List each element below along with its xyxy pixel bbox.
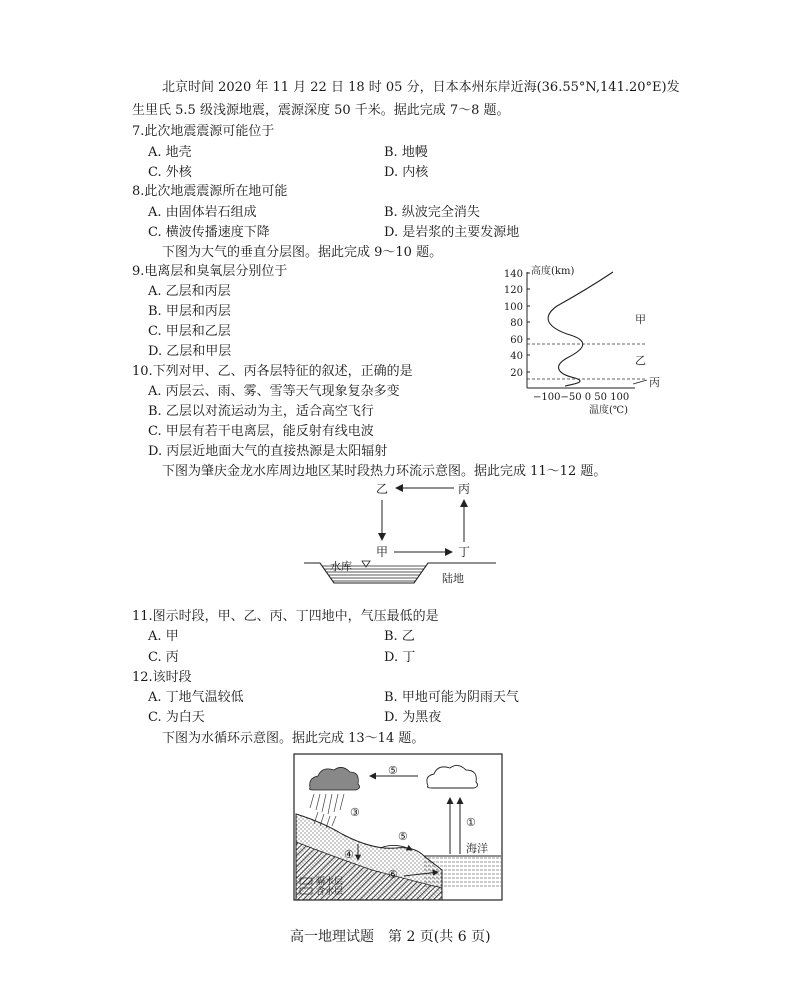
x-tick-labels: −100−50 0 50 100 <box>533 392 630 403</box>
y-tick-120: 120 <box>503 285 523 296</box>
q9-stem: 9.电离层和臭氧层分别位于 <box>132 264 288 279</box>
q8-option-d: D. 是岩浆的主要发源地 <box>384 225 520 240</box>
q11-option-d: D. 丁 <box>384 650 416 665</box>
q12-option-c: C. 为白天 <box>148 710 205 725</box>
intro-line-1: 北京时间 2020 年 11 月 22 日 18 时 05 分，日本本州东岸近海(36.55°N,141.20°E)发 <box>162 80 680 95</box>
temperature-curve <box>548 272 613 386</box>
label-6: ⑥ <box>388 868 398 881</box>
q7-stem: 7.此次地震震源可能位于 <box>132 124 275 139</box>
q12-option-d: D. 为黑夜 <box>384 710 442 725</box>
q7-option-d: D. 内核 <box>384 165 429 180</box>
label-5-top: ⑤ <box>388 764 398 777</box>
layer-yi: 乙 <box>635 354 646 367</box>
q12-option-b: B. 甲地可能为阴雨天气 <box>384 690 519 705</box>
legend-aquifer-swatch <box>300 888 312 894</box>
y-tick-140: 140 <box>503 269 523 280</box>
label-4: ④ <box>344 848 354 861</box>
q8-stem: 8.此次地震震源所在地可能 <box>132 184 288 199</box>
q11-stem: 11.图示时段，甲、乙、丙、丁四地中，气压最低的是 <box>132 609 439 624</box>
q7-option-b: B. 地幔 <box>384 145 428 160</box>
q10-option-d: D. 丙层近地面大气的直接热源是太阳辐射 <box>148 444 388 459</box>
label-ocean: 海洋 <box>466 842 488 855</box>
layer-jia: 甲 <box>635 313 646 326</box>
y-tick-80: 80 <box>510 318 523 329</box>
q9-option-c: C. 甲层和乙层 <box>148 324 231 339</box>
q11-option-a: A. 甲 <box>148 629 179 644</box>
q11-option-c: C. 丙 <box>148 650 179 665</box>
intro-circulation: 下图为肇庆金龙水库周边地区某时段热力环流示意图。据此完成 11～12 题。 <box>162 464 607 479</box>
intro-line-2: 生里氏 5.5 级浅源地震，震源深度 50 千米。据此完成 7～8 题。 <box>132 103 510 118</box>
label-5-runoff: ⑤ <box>398 830 408 843</box>
q7-option-c: C. 外核 <box>148 165 192 180</box>
point-bing: 丙 <box>458 482 471 496</box>
x-axis-label: 温度(℃) <box>589 405 628 416</box>
y-tick-100: 100 <box>503 302 523 313</box>
label-1: ① <box>466 816 476 829</box>
q9-option-b: B. 甲层和丙层 <box>148 304 231 319</box>
q8-option-b: B. 纵波完全消失 <box>384 205 480 220</box>
y-tick-20: 20 <box>510 368 523 379</box>
label-reservoir: 水库 <box>330 560 352 573</box>
thermal-circulation-diagram <box>300 478 500 593</box>
q11-option-b: B. 乙 <box>384 629 415 644</box>
q10-option-c: C. 甲层有若干电离层，能反射有线电波 <box>148 424 374 439</box>
label-3: ③ <box>350 806 360 819</box>
q9-option-d: D. 乙层和甲层 <box>148 344 232 359</box>
q9-option-a: A. 乙层和丙层 <box>148 284 231 299</box>
legend-aquiclude-swatch <box>300 878 312 884</box>
y-tick-40: 40 <box>510 351 523 362</box>
q8-option-a: A. 由固体岩石组成 <box>148 205 257 220</box>
label-land: 陆地 <box>442 572 464 585</box>
point-ding: 丁 <box>458 545 471 559</box>
legend-aquifer-label: 含水层 <box>316 887 344 897</box>
water-cycle-diagram <box>292 752 504 902</box>
y-tick-60: 60 <box>510 335 523 346</box>
q10-stem: 10.下列对甲、乙、丙各层特征的叙述，正确的是 <box>132 364 413 379</box>
intro-atmosphere: 下图为大气的垂直分层图。据此完成 9～10 题。 <box>162 245 443 260</box>
q12-stem: 12.该时段 <box>132 670 192 685</box>
q7-option-a: A. 地壳 <box>148 145 192 160</box>
q8-option-c: C. 横波传播速度下降 <box>148 225 270 240</box>
point-yi: 乙 <box>376 482 389 496</box>
atmosphere-layer-diagram <box>495 262 675 420</box>
q10-option-b: B. 乙层以对流运动为主，适合高空飞行 <box>148 404 374 419</box>
page-footer: 高一地理试题 第 2 页(共 6 页) <box>290 929 491 945</box>
legend-aquiclude-label: 隔水层 <box>316 877 344 887</box>
intro-water-cycle: 下图为水循环示意图。据此完成 13～14 题。 <box>162 731 425 746</box>
layer-bing: 丙 <box>649 376 660 389</box>
bing-pointer <box>633 380 647 384</box>
q12-option-a: A. 丁地气温较低 <box>148 690 244 705</box>
q10-option-a: A. 丙层云、雨、雾、雪等天气现象复杂多变 <box>148 384 400 399</box>
point-jia: 甲 <box>376 545 389 559</box>
y-axis-label: 高度(km) <box>531 266 575 277</box>
